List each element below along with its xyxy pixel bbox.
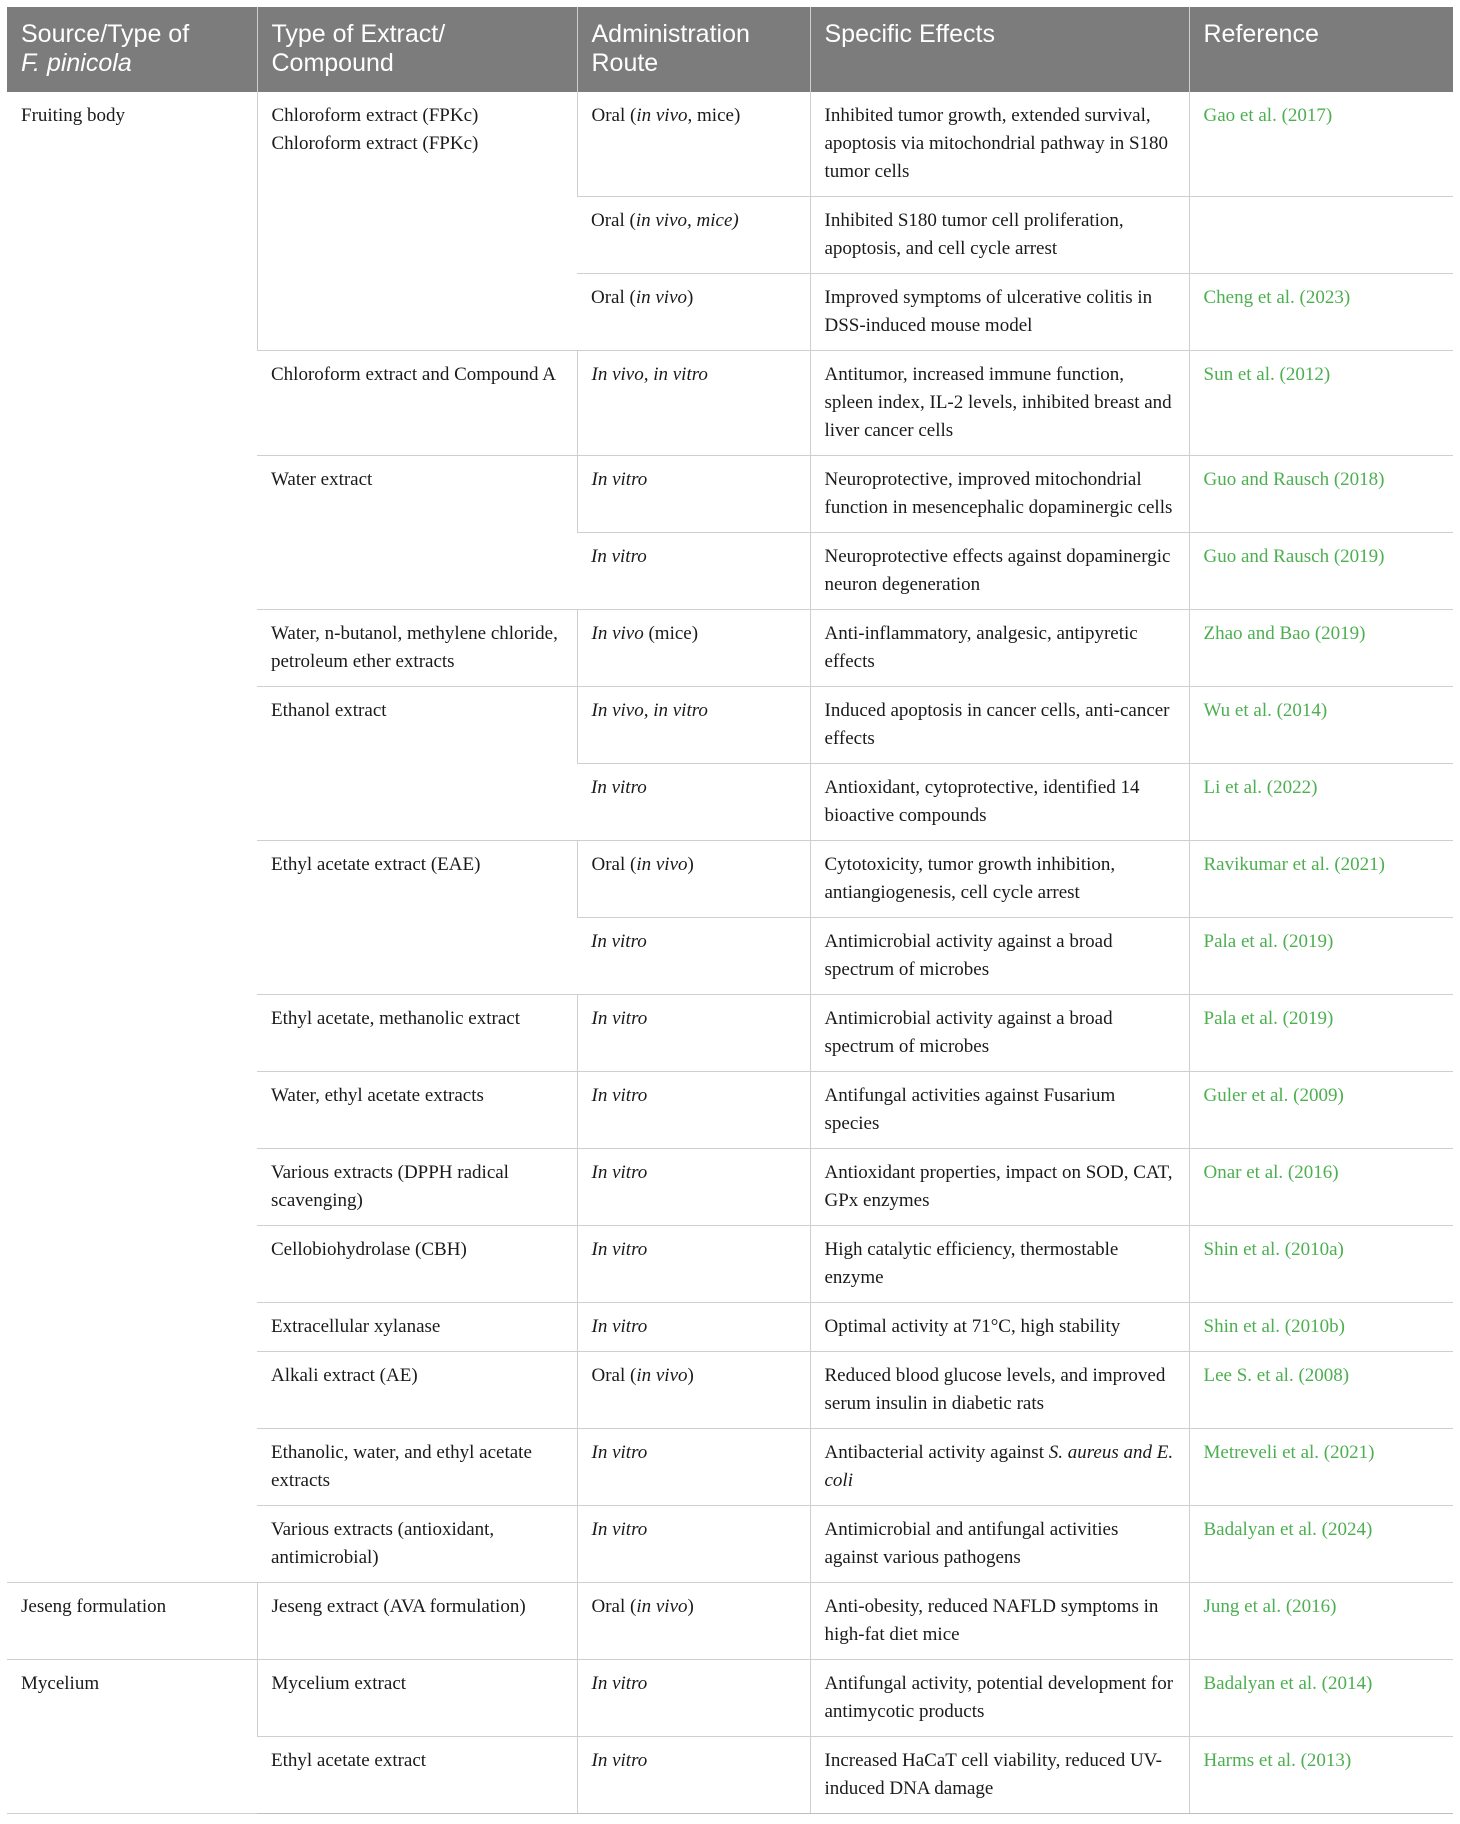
effect-text: Increased HaCaT cell viability, reduced UV-induced DNA damage (824, 1750, 1162, 1799)
effect-cell (810, 687, 1189, 764)
route-italic: In vitro (591, 1519, 648, 1540)
extract-cell: Various extracts (antioxidant, antimicrobial) (257, 1506, 577, 1583)
route-cell (577, 92, 810, 197)
route-cell (577, 1072, 810, 1149)
reference-link[interactable]: Pala et al. (2019) (1189, 918, 1453, 995)
route-italic: In vitro (591, 546, 647, 567)
reference-link[interactable]: Li et al. (2022) (1189, 764, 1453, 841)
route-cell (577, 1583, 810, 1660)
route-cell (577, 1149, 810, 1226)
effect-text: Antimicrobial activity against a broad spectrum of microbes (824, 1008, 1113, 1057)
effect-cell (810, 351, 1189, 456)
route-cell (577, 764, 810, 841)
route-cell (577, 1352, 810, 1429)
effect-text: Improved symptoms of ulcerative colitis in DSS-induced mouse model (824, 287, 1153, 336)
extract-cell: Ethyl acetate, methanolic extract (257, 995, 577, 1072)
compound-effects-table (7, 7, 1453, 1814)
effect-text: Optimal activity at 71°C, high stability (824, 1316, 1121, 1337)
effect-cell (810, 995, 1189, 1072)
effect-text: High catalytic efficiency, thermostable enzyme (824, 1239, 1119, 1288)
route-italic: in vivo, mice) (635, 210, 739, 231)
route-text: , mice) (687, 105, 741, 126)
table-container (7, 7, 1453, 1814)
effect-text: Anti-obesity, reduced NAFLD symptoms in high-fat diet mice (824, 1596, 1159, 1645)
route-italic: in vivo (636, 854, 688, 875)
effect-text: Antimicrobial and antifungal activities against various pathogens (824, 1519, 1119, 1568)
route-cell (577, 1226, 810, 1303)
table-row (7, 1660, 1453, 1737)
effect-text: Cytotoxicity, tumor growth inhibition, antiangiogenesis, cell cycle arrest (824, 854, 1116, 903)
reference-link[interactable]: Wu et al. (2014) (1189, 687, 1453, 764)
effect-text: Antibacterial activity against (824, 1442, 1049, 1463)
route-cell (577, 841, 810, 918)
effect-cell (810, 1737, 1189, 1814)
extract-cell: Various extracts (DPPH radical scavenging) (257, 1149, 577, 1226)
route-italic: In vitro (591, 1162, 648, 1183)
effect-cell (810, 533, 1189, 610)
route-cell (577, 1737, 810, 1814)
route-italic: In vitro (591, 1316, 648, 1337)
route-cell (577, 995, 810, 1072)
reference-link[interactable]: Badalyan et al. (2014) (1189, 1660, 1453, 1737)
effect-text: Antifungal activities against Fusarium species (824, 1085, 1116, 1134)
effect-text: Induced apoptosis in cancer cells, anti-cancer effects (824, 700, 1170, 749)
reference-link[interactable]: Shin et al. (2010a) (1189, 1226, 1453, 1303)
reference-link[interactable]: Guo and Rausch (2019) (1189, 533, 1453, 610)
effect-cell (810, 197, 1189, 274)
route-italic: in vivo (636, 1365, 688, 1386)
route-italic: In vitro (591, 777, 647, 798)
effect-cell (810, 610, 1189, 687)
table-header (7, 7, 1453, 92)
effect-cell (810, 92, 1189, 197)
effect-cell (810, 1660, 1189, 1737)
effect-text: Reduced blood glucose levels, and improved serum insulin in diabetic rats (824, 1365, 1166, 1414)
header-source-species: F. pinicola (21, 49, 132, 77)
table-body (7, 92, 1453, 1814)
effect-cell (810, 1506, 1189, 1583)
extract-cell: Ethyl acetate extract (257, 1737, 577, 1814)
header-extract: Type of Extract/ Compound (257, 7, 577, 92)
effect-cell (810, 1149, 1189, 1226)
effect-italic: S. aureus and E. coli (824, 1442, 1174, 1491)
route-italic: In vitro (591, 1085, 648, 1106)
route-italic: In vitro (591, 1239, 648, 1260)
table-row (7, 1583, 1453, 1660)
reference-link[interactable]: Harms et al. (2013) (1189, 1737, 1453, 1814)
reference-link[interactable]: Lee S. et al. (2008) (1189, 1352, 1453, 1429)
route-cell (577, 1429, 810, 1506)
route-text: ) (687, 1365, 694, 1386)
effect-text: Inhibited tumor growth, extended survival, apoptosis via mitochondrial pathway in S180 tumor cells (824, 105, 1169, 182)
extract-cell: Ethanolic, water, and ethyl acetate extracts (257, 1429, 577, 1506)
route-cell (577, 197, 810, 274)
route-italic: in vivo (636, 105, 688, 126)
effect-cell (810, 1429, 1189, 1506)
route-italic: In vivo (591, 623, 644, 644)
route-text: Oral ( (591, 1596, 637, 1617)
route-italic: In vivo, in vitro (591, 700, 708, 721)
effect-cell (810, 841, 1189, 918)
header-row (7, 7, 1453, 92)
reference-link[interactable]: Guler et al. (2009) (1189, 1072, 1453, 1149)
route-cell (577, 456, 810, 533)
effect-cell (810, 764, 1189, 841)
extract-cell: Jeseng extract (AVA formulation) (257, 1583, 577, 1660)
route-text: Oral ( (591, 105, 637, 126)
header-route: Administration Route (577, 7, 810, 92)
effect-cell (810, 1583, 1189, 1660)
extract-cell: Cellobiohydrolase (CBH) (257, 1226, 577, 1303)
route-italic: In vitro (591, 1442, 648, 1463)
effect-cell (810, 1303, 1189, 1352)
route-italic: in vivo (636, 1596, 688, 1617)
route-cell (577, 1506, 810, 1583)
extract-cell: Chloroform extract and Compound A (257, 351, 577, 456)
reference-link[interactable]: Metreveli et al. (2021) (1189, 1429, 1453, 1506)
route-text: ) (687, 854, 694, 875)
reference-link[interactable]: Guo and Rausch (2018) (1189, 456, 1453, 533)
table-row (7, 92, 1453, 197)
reference-link[interactable]: Sun et al. (2012) (1189, 351, 1453, 456)
header-source: Source/Type of F. pinicola (7, 7, 257, 92)
extract-cell: Water extract (257, 456, 577, 610)
route-italic: In vitro (591, 469, 648, 490)
effect-text: Antioxidant, cytoprotective, identified 14 bioactive compounds (824, 777, 1140, 826)
route-italic: In vitro (591, 1750, 648, 1771)
extract-cell: Chloroform extract (FPKc) Chloroform extract (FPKc) (257, 92, 577, 351)
effect-cell (810, 274, 1189, 351)
effect-cell (810, 1072, 1189, 1149)
reference-link[interactable]: Shin et al. (2010b) (1189, 1303, 1453, 1352)
effect-text: Neuroprotective effects against dopaminergic neuron degeneration (824, 546, 1171, 595)
reference-link[interactable]: Zhao and Bao (2019) (1189, 610, 1453, 687)
extract-cell: Alkali extract (AE) (257, 1352, 577, 1429)
route-text: (mice) (643, 623, 699, 644)
route-cell (577, 610, 810, 687)
extract-cell: Ethyl acetate extract (EAE) (257, 841, 577, 995)
route-italic: in vivo (635, 287, 688, 308)
route-cell (577, 687, 810, 764)
effect-text: Neuroprotective, improved mitochondrial function in mesencephalic dopaminergic cells (824, 469, 1173, 518)
extract-cell: Ethanol extract (257, 687, 577, 841)
route-cell (577, 274, 810, 351)
route-cell (577, 351, 810, 456)
effect-cell (810, 918, 1189, 995)
route-text: Oral ( (591, 1365, 637, 1386)
effect-cell (810, 1226, 1189, 1303)
source-cell: Jeseng formulation (7, 1583, 257, 1660)
extract-cell: Extracellular xylanase (257, 1303, 577, 1352)
route-italic: In vivo, in vitro (591, 364, 708, 385)
effect-text: Antifungal activity, potential development for antimycotic products (824, 1673, 1174, 1722)
route-text: Oral ( (591, 287, 636, 308)
reference-link (1189, 197, 1453, 274)
effect-text: Antitumor, increased immune function, spleen index, IL-2 levels, inhibited breast and liver cancer cells (824, 364, 1172, 441)
effect-cell (810, 1352, 1189, 1429)
route-italic: In vitro (591, 931, 647, 952)
header-effects: Specific Effects (810, 7, 1189, 92)
source-cell: Fruiting body (7, 92, 257, 1583)
reference-link[interactable]: Jung et al. (2016) (1189, 1583, 1453, 1660)
route-cell (577, 1303, 810, 1352)
extract-cell: Mycelium extract (257, 1660, 577, 1737)
route-cell (577, 1660, 810, 1737)
extract-cell: Water, n-butanol, methylene chloride, petroleum ether extracts (257, 610, 577, 687)
reference-link[interactable]: Cheng et al. (2023) (1189, 274, 1453, 351)
header-reference: Reference (1189, 7, 1453, 92)
route-text: Oral ( (591, 210, 636, 231)
effect-text: Anti-inflammatory, analgesic, antipyretic effects (824, 623, 1138, 672)
reference-link[interactable]: Onar et al. (2016) (1189, 1149, 1453, 1226)
effect-text: Inhibited S180 tumor cell proliferation, apoptosis, and cell cycle arrest (824, 210, 1124, 259)
reference-link[interactable]: Pala et al. (2019) (1189, 995, 1453, 1072)
reference-link[interactable]: Ravikumar et al. (2021) (1189, 841, 1453, 918)
route-text: ) (687, 287, 694, 308)
effect-text: Antimicrobial activity against a broad spectrum of microbes (824, 931, 1113, 980)
effect-cell (810, 456, 1189, 533)
extract-cell: Water, ethyl acetate extracts (257, 1072, 577, 1149)
reference-link[interactable]: Badalyan et al. (2024) (1189, 1506, 1453, 1583)
route-cell (577, 533, 810, 610)
route-text: ) (687, 1596, 694, 1617)
route-text: Oral ( (591, 854, 637, 875)
source-cell: Mycelium (7, 1660, 257, 1814)
route-cell (577, 918, 810, 995)
route-italic: In vitro (591, 1008, 648, 1029)
reference-link[interactable]: Gao et al. (2017) (1189, 92, 1453, 197)
effect-text: Antioxidant properties, impact on SOD, CAT, GPx enzymes (824, 1162, 1173, 1211)
route-italic: In vitro (591, 1673, 648, 1694)
